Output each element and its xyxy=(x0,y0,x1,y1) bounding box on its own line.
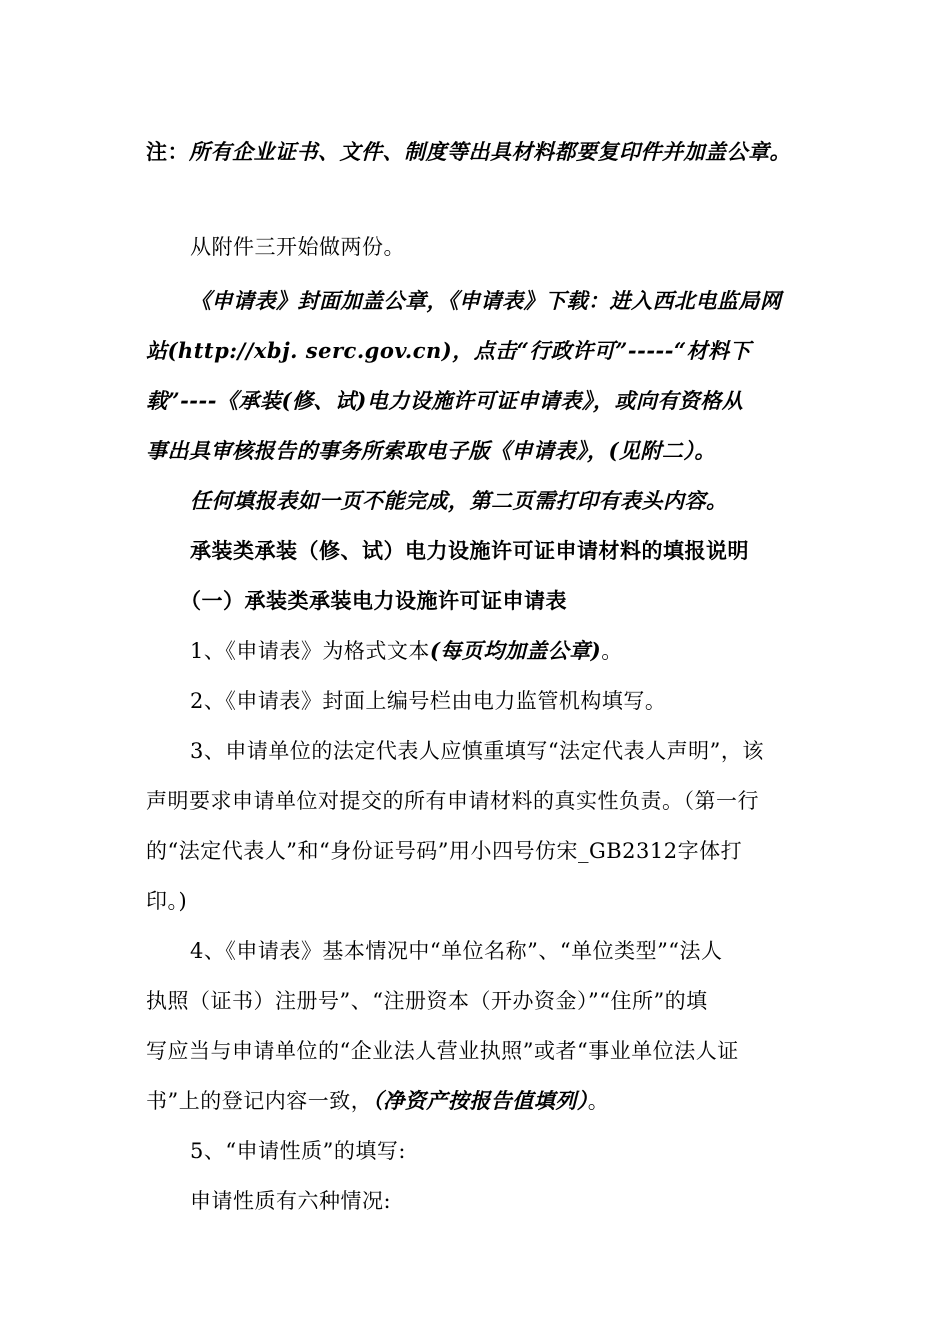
item-1-end: 。 xyxy=(601,639,623,663)
item-1 xyxy=(190,636,830,666)
note-text: 所有企业证书、文件、制度等出具材料都要复印件并加盖公章。 xyxy=(189,139,791,164)
item-3-line2: 声明要求申请单位对提交的所有申请材料的真实性负责。（第一行 xyxy=(146,789,759,813)
paragraph-application-line1: 《申请表》封面加盖公章，《申请表》下载：进入西北电监局网 xyxy=(190,288,782,313)
item-4-line2: 执照（证书）注册号”、“注册资本（开办资金）”“住所”的填 xyxy=(146,989,708,1013)
item-3-line4: 印。) xyxy=(146,889,188,913)
note-label: 注： xyxy=(146,139,189,164)
item-4-emphasis: （净资产按报告值填列） xyxy=(372,1088,588,1113)
paragraph-copies: 从附件三开始做两份。 xyxy=(190,235,405,259)
item-3-line1: 3、申请单位的法定代表人应慎重填写“法定代表人声明”，该 xyxy=(190,739,764,763)
paragraph-application-line2: 站(http://xbj. serc.gov.cn)，点击“行政许可”-----“材料下 xyxy=(146,338,752,363)
item-3-line3: 的“法定代表人”和“身份证号码”用小四号仿宋_GB2312字体打 xyxy=(146,839,743,863)
subsection-heading: （一）承装类承装电力设施许可证申请表 xyxy=(180,588,567,613)
item-1-emphasis: (每页均加盖公章) xyxy=(429,638,602,663)
note-line xyxy=(146,137,826,167)
item-4-line4-end: 。 xyxy=(587,1089,610,1113)
item-4-line3: 写应当与申请单位的“企业法人营业执照”或者“事业单位法人证 xyxy=(146,1039,739,1063)
item-1-text: 1、《申请表》为格式文本 xyxy=(190,639,430,663)
paragraph-application-line3: 载”----《承装(修、试)电力设施许可证申请表》，或向有资格从 xyxy=(146,388,744,413)
paragraph-nature-cases: 申请性质有六种情况: xyxy=(190,1189,392,1213)
section-heading: 承装类承装（修、试）电力设施许可证申请材料的填报说明 xyxy=(190,538,749,563)
item-4-line1: 4、《申请表》基本情况中“单位名称”、“单位类型”“法人 xyxy=(190,939,723,963)
item-2: 2、《申请表》封面上编号栏由电力监管机构填写。 xyxy=(190,689,667,713)
item-5: 5、“申请性质”的填写: xyxy=(190,1139,406,1163)
paragraph-application-line4: 事出具审核报告的事务所索取电子版《申请表》，(见附二）。 xyxy=(146,438,716,463)
item-4-line4-text: 书”上的登记内容一致， xyxy=(146,1089,373,1113)
paragraph-second-page: 任何填报表如一页不能完成，第二页需打印有表头内容。 xyxy=(190,488,728,513)
item-4-line4 xyxy=(146,1086,826,1116)
